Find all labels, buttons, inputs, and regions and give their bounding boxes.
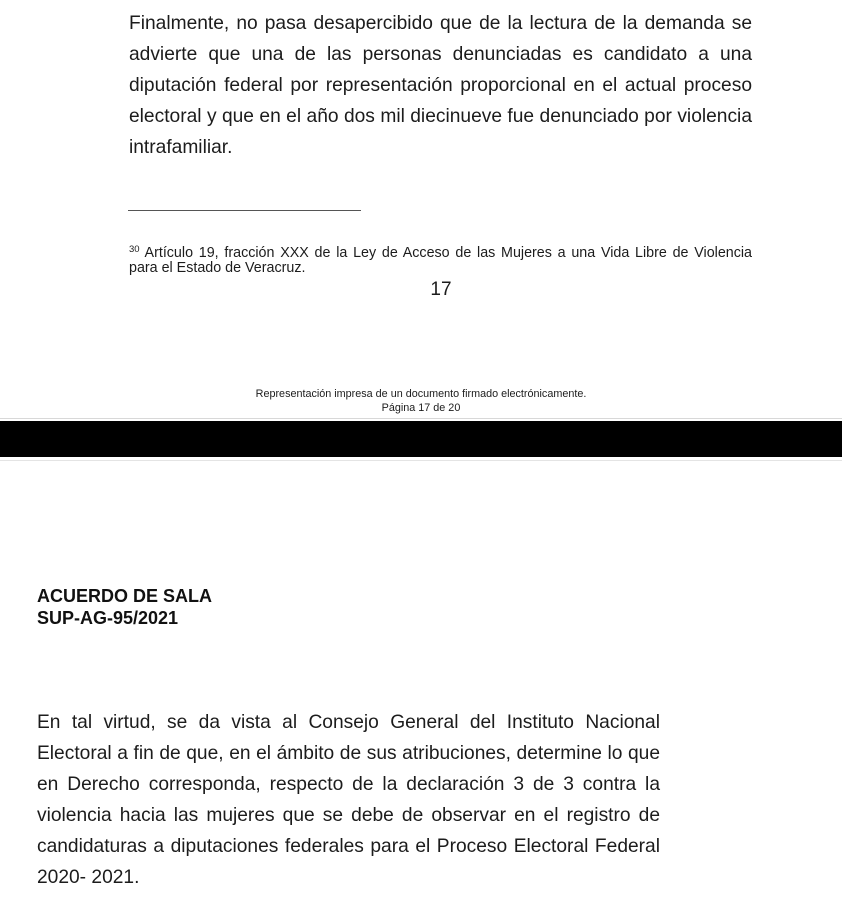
document-header (37, 585, 212, 629)
body-paragraph-upper (129, 8, 752, 163)
footnote-number: 30 (129, 244, 140, 255)
paragraph-line: candidaturas a diputaciones federales para el Proceso Electoral Federal (37, 836, 660, 857)
body-paragraph-lower (37, 707, 660, 893)
paragraph-line: violencia hacia las mujeres que se debe de observar en el registro de (37, 805, 660, 826)
page-edge-line (0, 460, 842, 461)
paragraph-line: 2020- 2021. (37, 867, 140, 888)
page-edge-line (0, 418, 842, 419)
paragraph-line: intrafamiliar. (129, 137, 233, 158)
page-number: 17 (430, 279, 452, 300)
paragraph-line: diputación federal por representación proporcional en el actual proceso (129, 75, 752, 96)
paragraph-line: En tal virtud, se da vista al Consejo General del Instituto Nacional (37, 712, 660, 733)
footnote (129, 246, 752, 276)
header-title: ACUERDO DE SALA (37, 586, 213, 606)
electronic-signature-note (150, 387, 692, 415)
page-separator-band (0, 421, 842, 457)
paragraph-line: electoral y que en el año dos mil diecinueve fue denunciado por violencia (129, 106, 752, 127)
header-case-number: SUP-AG-95/2021 (37, 608, 179, 628)
footnote-separator-rule (128, 210, 361, 211)
paragraph-line: Finalmente, no pasa desapercibido que de la lectura de la demanda se (129, 13, 752, 34)
paragraph-line: Electoral a fin de que, en el ámbito de sus atribuciones, determine lo que (37, 743, 660, 764)
paragraph-line: en Derecho corresponda, respecto de la declaración 3 de 3 contra la (37, 774, 660, 795)
footnote-text: Artículo 19, fracción XXX de la Ley de Acceso de las Mujeres a una Vida Libre de Violencia (144, 245, 752, 261)
paragraph-line: advierte que una de las personas denunciadas es candidato a una (129, 44, 752, 65)
footnote-line (129, 246, 752, 261)
signature-note-text: Representación impresa de un documento firmado electrónicamente. (255, 388, 587, 400)
page-of-total: Página 17 de 20 (381, 402, 461, 414)
footnote-line: para el Estado de Veracruz. (129, 260, 306, 276)
